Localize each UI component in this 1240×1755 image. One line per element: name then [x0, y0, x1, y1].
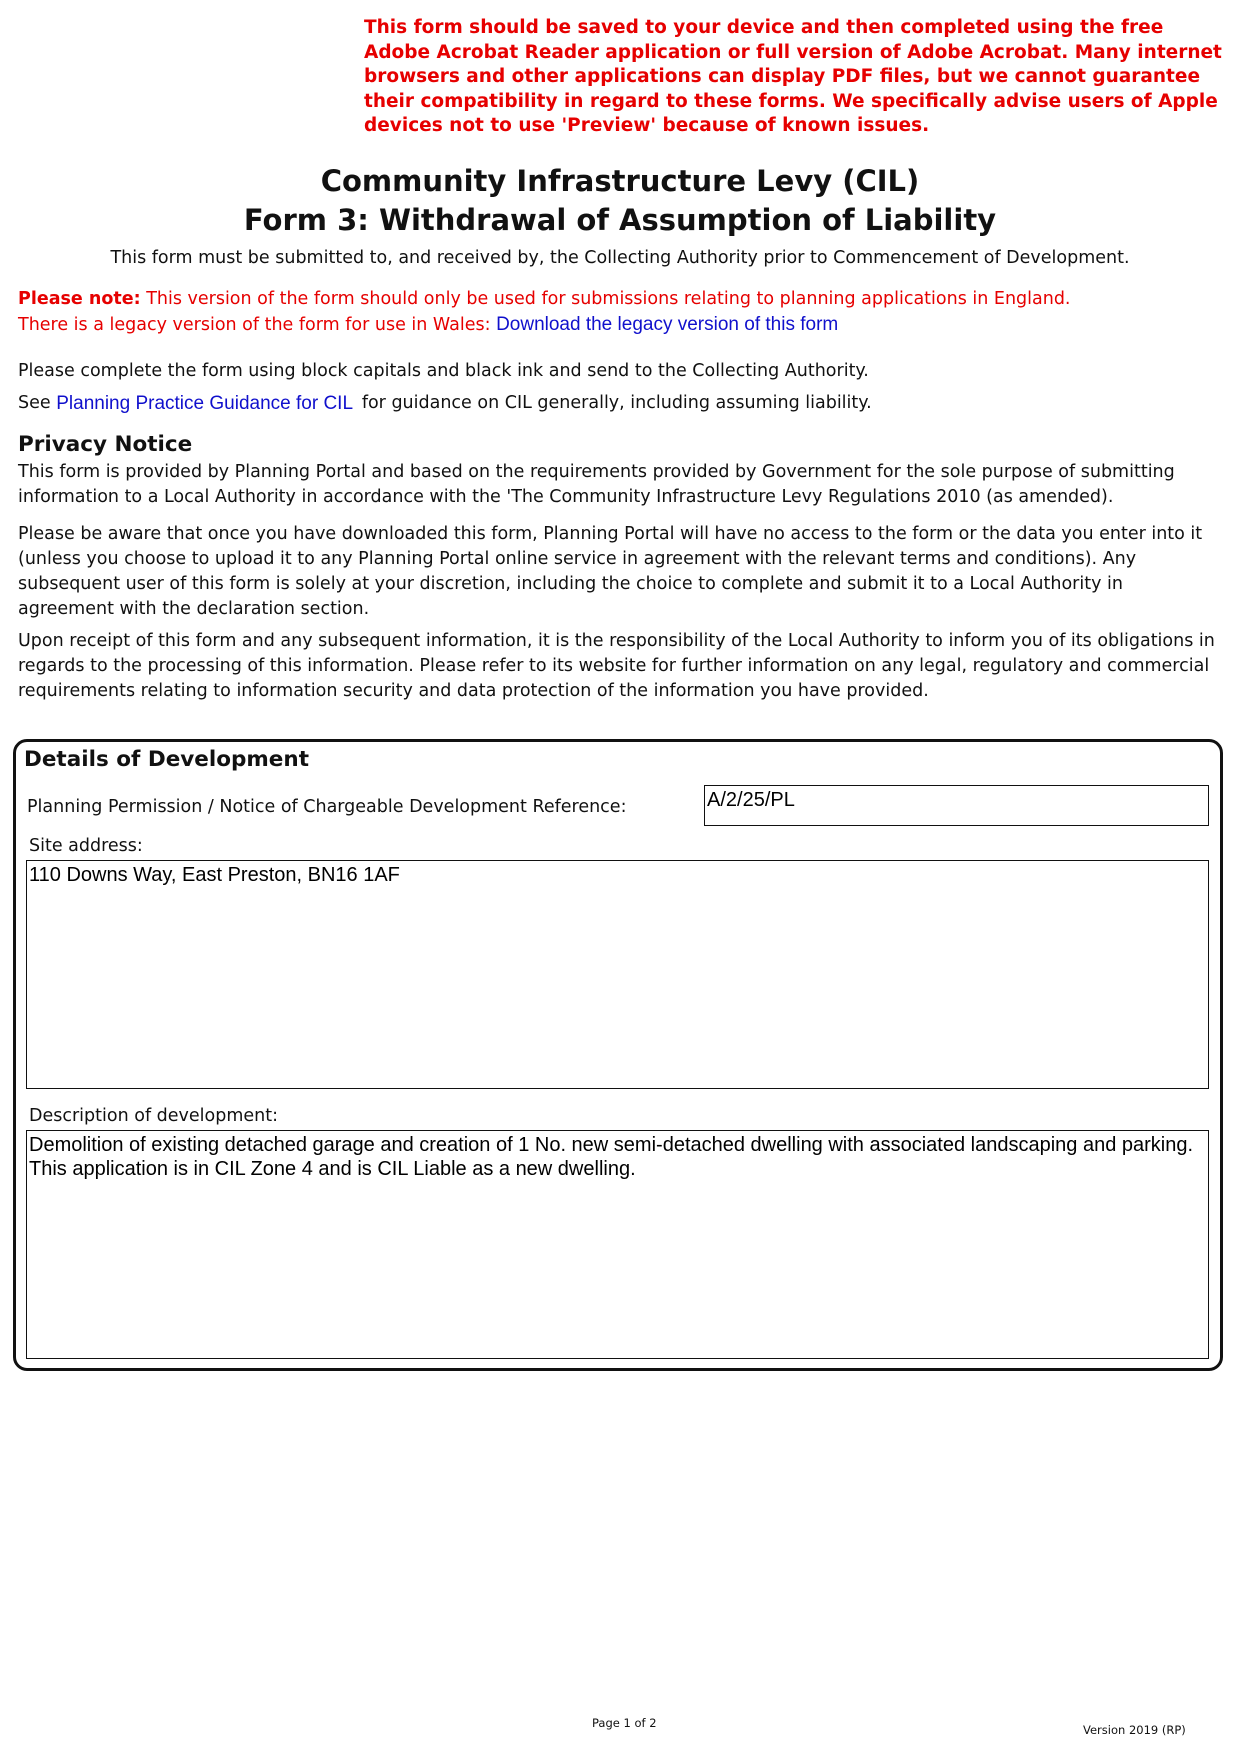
description-label: Description of development: — [29, 1106, 278, 1126]
reference-label: Planning Permission / Notice of Chargeable Development Reference: — [27, 797, 627, 817]
form-title-line1: Community Infrastructure Levy (CIL) — [320, 164, 920, 198]
see-label: See — [18, 393, 51, 413]
privacy-para-1: This form is provided by Planning Portal and based on the requirements provided by Government for the sole purpose of submitting information to a Local Authority in accordance with the 'The Community Infrastructure Levy Regulations 2010 (as amended). — [18, 462, 1175, 507]
development-heading: Details of Development — [24, 747, 309, 772]
guidance-line — [18, 391, 1223, 416]
please-note — [18, 286, 1071, 312]
legacy-text: There is a legacy version of the form for use in Wales: — [18, 315, 491, 335]
privacy-heading: Privacy Notice — [18, 432, 193, 457]
acrobat-warning: This form should be saved to your device and then completed using the free Adobe Acrobat Reader application or full version of Adobe Acrobat. Many internet browsers and other applications can display PDF files, but we cannot guarantee their compatibility in regard to these forms. We specifically advise users of Apple devices not to use 'Preview' because of known issues. — [364, 17, 1222, 136]
legacy-note — [18, 312, 864, 338]
form-title-line2: Form 3: Withdrawal of Assumption of Liability — [243, 203, 997, 237]
please-note-label: Please note: — [18, 289, 141, 309]
complete-instructions: Please complete the form using block capitals and black ink and send to the Collecting Authority. — [18, 361, 869, 381]
legacy-form-link[interactable]: Download the legacy version of this form — [496, 314, 839, 335]
form-subtitle: This form must be submitted to, and received by, the Collecting Authority prior to Commencement of Development. — [110, 248, 1130, 268]
guidance-link[interactable]: Planning Practice Guidance for CIL — [56, 393, 354, 414]
site-address-label: Site address: — [29, 836, 143, 856]
reference-field[interactable]: A/2/25/PL — [704, 785, 1209, 826]
description-field[interactable]: Demolition of existing detached garage and creation of 1 No. new semi-detached dwelling with associated landscaping and parking. This application is in CIL Zone 4 and is CIL Liable as a new dwelling. — [26, 1130, 1209, 1359]
guidance-suffix: for guidance on CIL generally, including assuming liability. — [361, 393, 872, 413]
please-note-text: This version of the form should only be used for submissions relating to planning applications in England. — [146, 289, 1071, 309]
privacy-para-3: Upon receipt of this form and any subsequent information, it is the responsibility of the Local Authority to inform you of its obligations in regards to the processing of this information. Please refer to its website for further information on any legal, regulatory and commercial requirements relating to information security and data protection of the information you have provided. — [18, 631, 1215, 701]
privacy-para-2: Please be aware that once you have downloaded this form, Planning Portal will have no access to the form or the data you enter into it (unless you choose to upload it to any Planning Portal online service in agreement with the relevant terms and conditions). Any subsequent user of this form is solely at your discretion, including the choice to complete and submit it to a Local Authority in agreement with the declaration section. — [18, 524, 1203, 619]
version-label: Version 2019 (RP) — [1083, 1723, 1186, 1737]
page-number: Page 1 of 2 — [592, 1716, 657, 1730]
site-address-field[interactable]: 110 Downs Way, East Preston, BN16 1AF — [26, 860, 1209, 1089]
